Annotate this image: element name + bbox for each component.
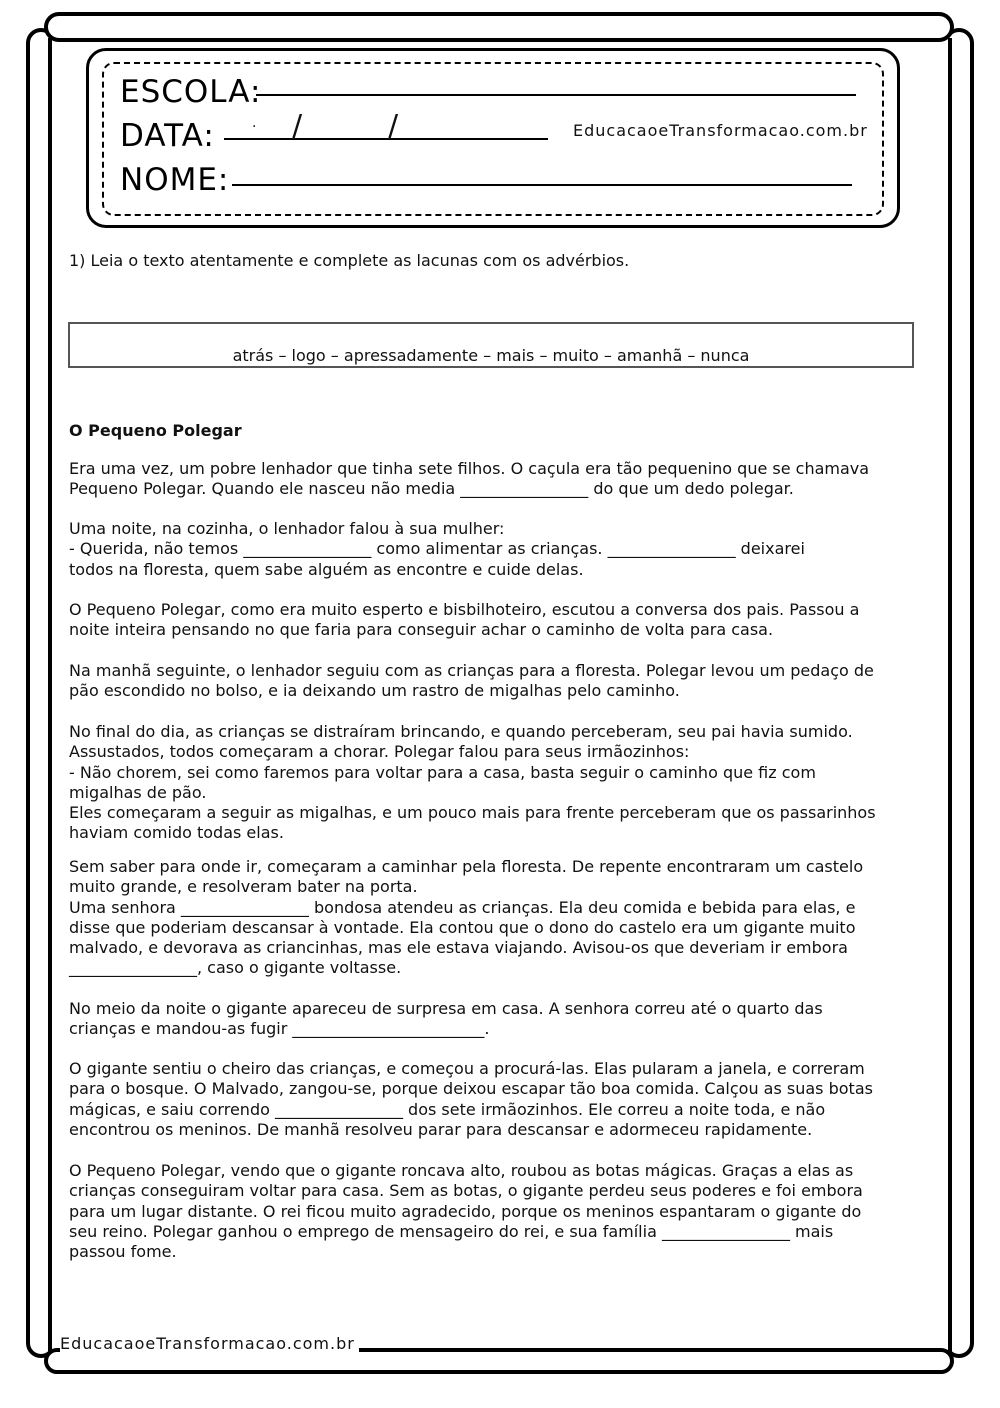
date-field-line[interactable]: [224, 138, 548, 140]
footer-site-name: EducacaoeTransformacao.com.br: [60, 1334, 359, 1353]
story-title: O Pequeno Polegar: [69, 421, 242, 440]
name-label: NOME:: [120, 162, 230, 198]
school-field-line[interactable]: [256, 94, 856, 96]
story-paragraph: O gigante sentiu o cheiro das crianças, e começou a procurá-las. Elas pularam a janela, e correram para o bosque. O Malvado, zangou-se, porque deixou escapar tão boa comida. Calçou as suas botas mágicas, e saiu correndo ________________ dos sete irmãozinhos. Ele correu a noite toda, e não encontrou os meninos. De manhã resolveu parar para descansar e adormeceu rapidamente.: [69, 1059, 873, 1139]
story-paragraph: Era uma vez, um pobre lenhador que tinha sete filhos. O caçula era tão pequenino que se chamava Pequeno Polegar. Quando ele nasceu não media ________________ do que um dedo polegar.: [69, 459, 870, 499]
date-label: DATA:: [120, 118, 215, 154]
date-slash-2: /: [388, 109, 399, 144]
story-paragraph: No meio da noite o gigante apareceu de surpresa em casa. A senhora correu até o quarto das crianças e mandou-as fugir ________________________.: [69, 999, 823, 1039]
exercise-instruction: 1) Leia o texto atentamente e complete as lacunas com os advérbios.: [69, 251, 630, 270]
story-paragraph: Sem saber para onde ir, começaram a caminhar pela floresta. De repente encontraram um castelo muito grande, e resolveram bater na porta. Uma senhora ________________ bondosa atendeu as crianças. Ela deu comida e bebida para elas, e disse que poderiam descansar à vontade. Ela contou que o dono do castelo era um gigante muito malvado, e devorava as criancinhas, mas ele estava viajando. Avisou-os que deveriam ir embora ________________, caso o gigante voltasse.: [69, 857, 864, 978]
school-label: ESCOLA:: [120, 74, 262, 110]
header-site-name: EducacaoeTransformacao.com.br: [573, 121, 868, 140]
date-dot: .: [252, 115, 257, 131]
story-paragraph: No final do dia, as crianças se distraíram brincando, e quando perceberam, seu pai havia sumido. Assustados, todos começaram a chorar. Polegar falou para seus irmãozinhos: - Não chorem, sei como faremos para voltar para a casa, basta seguir o caminho que fiz com migalhas de pão. Eles começaram a seguir as migalhas, e um pouco mais para frente perceberam que os passarinhos haviam comido todas elas.: [69, 722, 876, 843]
story-paragraph: O Pequeno Polegar, como era muito esperto e bisbilhoteiro, escutou a conversa dos pais. Passou a noite inteira pensando no que faria para conseguir achar o caminho de volta para casa.: [69, 600, 860, 640]
frame-top-bar: [44, 12, 954, 42]
date-slash-1: /: [292, 109, 303, 144]
story-paragraph: Uma noite, na cozinha, o lenhador falou à sua mulher: - Querida, não temos ________________ como alimentar as crianças. ________________ deixarei todos na floresta, quem sabe alguém as encontre e cuide delas.: [69, 519, 805, 579]
word-bank-text: atrás – logo – apressadamente – mais – muito – amanhã – nunca: [232, 346, 750, 365]
story-paragraph: O Pequeno Polegar, vendo que o gigante roncava alto, roubou as botas mágicas. Graças a elas as crianças conseguiram voltar para casa. Sem as botas, o gigante perdeu seus poderes e foi embora para um lugar distante. O rei ficou muito agradecido, porque os meninos espantaram o gigante do seu reino. Polegar ganhou o emprego de mensageiro do rei, e sua família ________________ mais passou fome.: [69, 1161, 863, 1262]
story-paragraph: Na manhã seguinte, o lenhador seguiu com as crianças para a floresta. Polegar levou um pedaço de pão escondido no bolso, e ia deixando um rastro de migalhas pelo caminho.: [69, 661, 874, 701]
name-field-line[interactable]: [232, 184, 852, 186]
word-bank-box: [68, 322, 914, 368]
